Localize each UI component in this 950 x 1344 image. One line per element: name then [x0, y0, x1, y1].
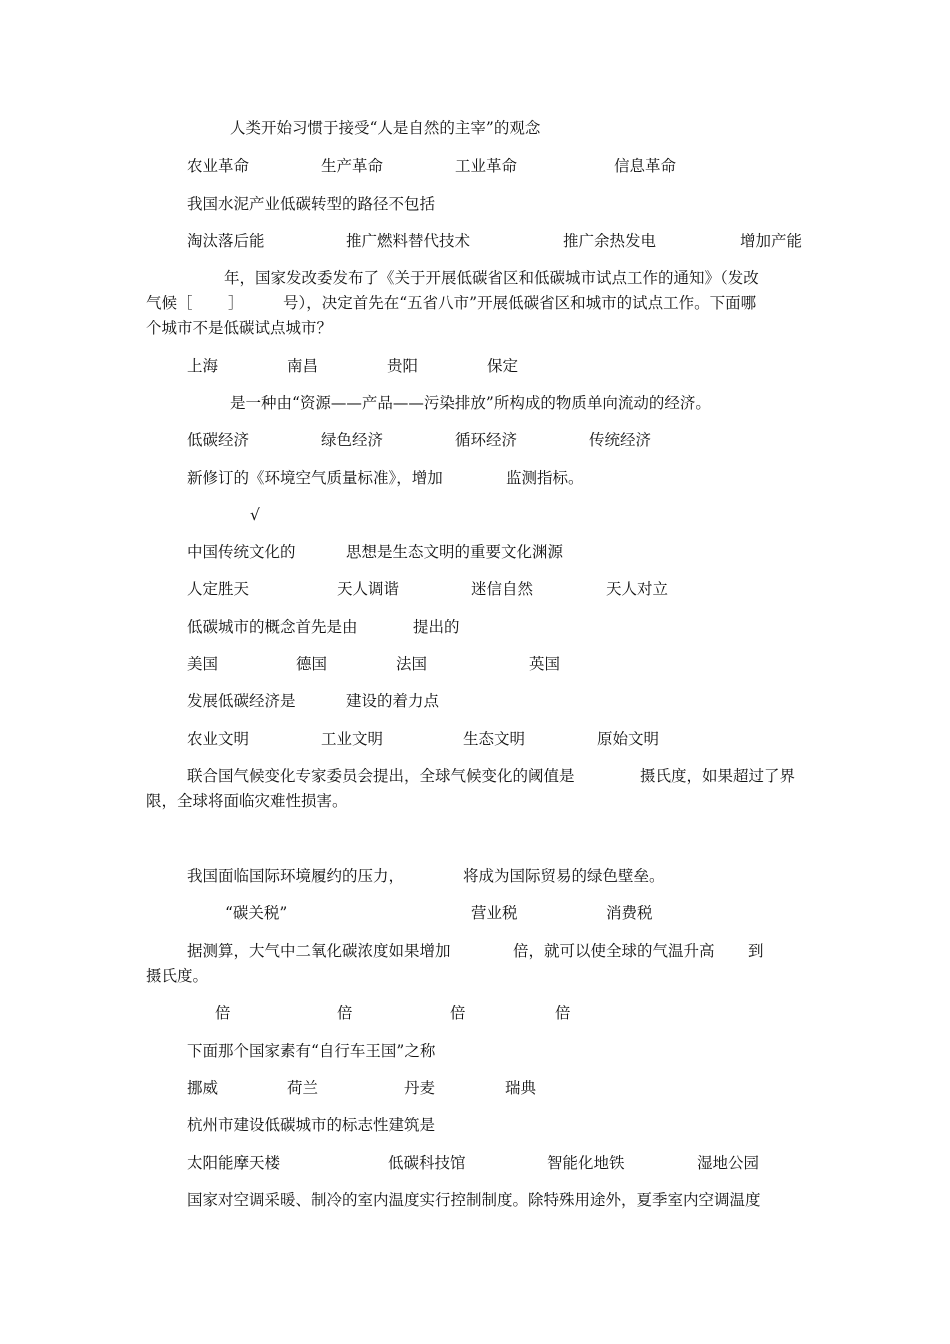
question-10-stem-a: 我国面临国际环境履约的压力， — [187, 867, 405, 885]
question-8-option-d: 原始文明 — [597, 730, 660, 748]
question-13-option-c: 智能化地铁 — [547, 1154, 625, 1172]
question-13-option-a: 太阳能摩天楼 — [187, 1154, 281, 1172]
question-12-option-d: 瑞典 — [505, 1079, 537, 1097]
question-6-option-b: 天人调谐 — [337, 580, 400, 598]
question-7-option-c: 法国 — [396, 655, 428, 673]
question-11-option-d: 倍 — [555, 1004, 571, 1022]
question-3-option-d: 保定 — [487, 357, 519, 375]
question-7-stem-a: 低碳城市的概念首先是由 — [187, 618, 358, 636]
question-6-stem-a: 中国传统文化的 — [187, 543, 296, 561]
question-3-option-c: 贵阳 — [387, 357, 419, 375]
question-11-line-1b: 倍，就可以使全球的气温升高 — [513, 942, 715, 960]
question-8-stem-b: 建设的着力点 — [346, 692, 440, 710]
question-9-line-2: 限，全球将面临灾难性损害。 — [146, 792, 348, 810]
question-5-stem-a: 新修订的《环境空气质量标准》，增加 — [187, 469, 443, 487]
question-3-option-a: 上海 — [187, 357, 219, 375]
question-11-line-1a: 据测算，大气中二氧化碳浓度如果增加 — [187, 942, 451, 960]
question-4-stem: 是一种由“资源——产品——污染排放”所构成的物质单向流动的经济。 — [230, 394, 711, 412]
question-14-stem: 国家对空调采暖、制冷的室内温度实行控制制度。除特殊用途外，夏季室内空调温度 — [187, 1191, 761, 1209]
question-2-option-a: 淘汰落后能 — [187, 232, 265, 250]
question-9-line-1a: 联合国气候变化专家委员会提出，全球气候变化的阈值是 — [187, 767, 575, 785]
question-11-line-1c: 到 — [748, 942, 764, 960]
question-11-option-c: 倍 — [450, 1004, 466, 1022]
question-3-line-2a: 气候［ — [146, 294, 193, 312]
question-7-stem-b: 提出的 — [413, 618, 460, 636]
question-8-option-c: 生态文明 — [463, 730, 526, 748]
question-10-stem-b: 将成为国际贸易的绿色壁垒。 — [463, 867, 665, 885]
question-11-option-a: 倍 — [215, 1004, 231, 1022]
question-9-line-1b: 摄氏度，如果超过了界 — [640, 767, 796, 785]
question-10-option-c: 消费税 — [606, 904, 653, 922]
question-10-option-a: “碳关税” — [225, 904, 288, 922]
question-8-option-b: 工业文明 — [321, 730, 384, 748]
question-7-option-d: 英国 — [529, 655, 561, 673]
question-2-option-c: 推广余热发电 — [563, 232, 657, 250]
question-2-option-b: 推广燃料替代技术 — [346, 232, 471, 250]
question-13-stem: 杭州市建设低碳城市的标志性建筑是 — [187, 1116, 436, 1134]
question-10-option-b: 营业税 — [471, 904, 518, 922]
question-1-option-c: 工业革命 — [455, 157, 518, 175]
question-6-option-d: 天人对立 — [606, 580, 669, 598]
question-2-option-d: 增加产能 — [740, 232, 803, 250]
question-1-stem: 人类开始习惯于接受“人是自然的主宰”的观念 — [230, 119, 541, 137]
question-12-option-c: 丹麦 — [404, 1079, 436, 1097]
question-1-option-d: 信息革命 — [614, 157, 677, 175]
question-6-stem-b: 思想是生态文明的重要文化渊源 — [346, 543, 564, 561]
question-11-option-b: 倍 — [337, 1004, 353, 1022]
question-13-option-b: 低碳科技馆 — [388, 1154, 466, 1172]
question-6-option-c: 迷信自然 — [471, 580, 534, 598]
question-1-option-b: 生产革命 — [321, 157, 384, 175]
question-5-stem-b: 监测指标。 — [506, 469, 584, 487]
question-12-stem: 下面那个国家素有“自行车王国”之称 — [187, 1042, 436, 1060]
question-13-option-d: 湿地公园 — [697, 1154, 760, 1172]
question-7-option-b: 德国 — [296, 655, 328, 673]
question-11-line-2: 摄氏度。 — [146, 967, 209, 985]
question-7-option-a: 美国 — [187, 655, 219, 673]
question-3-line-1: 年，国家发改委发布了《关于开展低碳省区和低碳城市试点工作的通知》（发改 — [224, 269, 759, 287]
question-12-option-a: 挪威 — [187, 1079, 219, 1097]
question-8-stem-a: 发展低碳经济是 — [187, 692, 296, 710]
check-mark: √ — [250, 506, 260, 524]
question-3-option-b: 南昌 — [287, 357, 319, 375]
question-3-line-2b: ］ — [228, 294, 244, 312]
question-4-option-c: 循环经济 — [455, 431, 518, 449]
question-3-line-3: 个城市不是低碳试点城市？ — [146, 319, 333, 337]
question-12-option-b: 荷兰 — [287, 1079, 319, 1097]
question-6-option-a: 人定胜天 — [187, 580, 250, 598]
question-4-option-a: 低碳经济 — [187, 431, 250, 449]
question-3-line-2c: 号），决定首先在“五省八市”开展低碳省区和城市的试点工作。下面哪 — [283, 294, 757, 312]
question-1-option-a: 农业革命 — [187, 157, 250, 175]
question-8-option-a: 农业文明 — [187, 730, 250, 748]
question-4-option-d: 传统经济 — [589, 431, 652, 449]
question-4-option-b: 绿色经济 — [321, 431, 384, 449]
question-2-stem: 我国水泥产业低碳转型的路径不包括 — [187, 195, 436, 213]
